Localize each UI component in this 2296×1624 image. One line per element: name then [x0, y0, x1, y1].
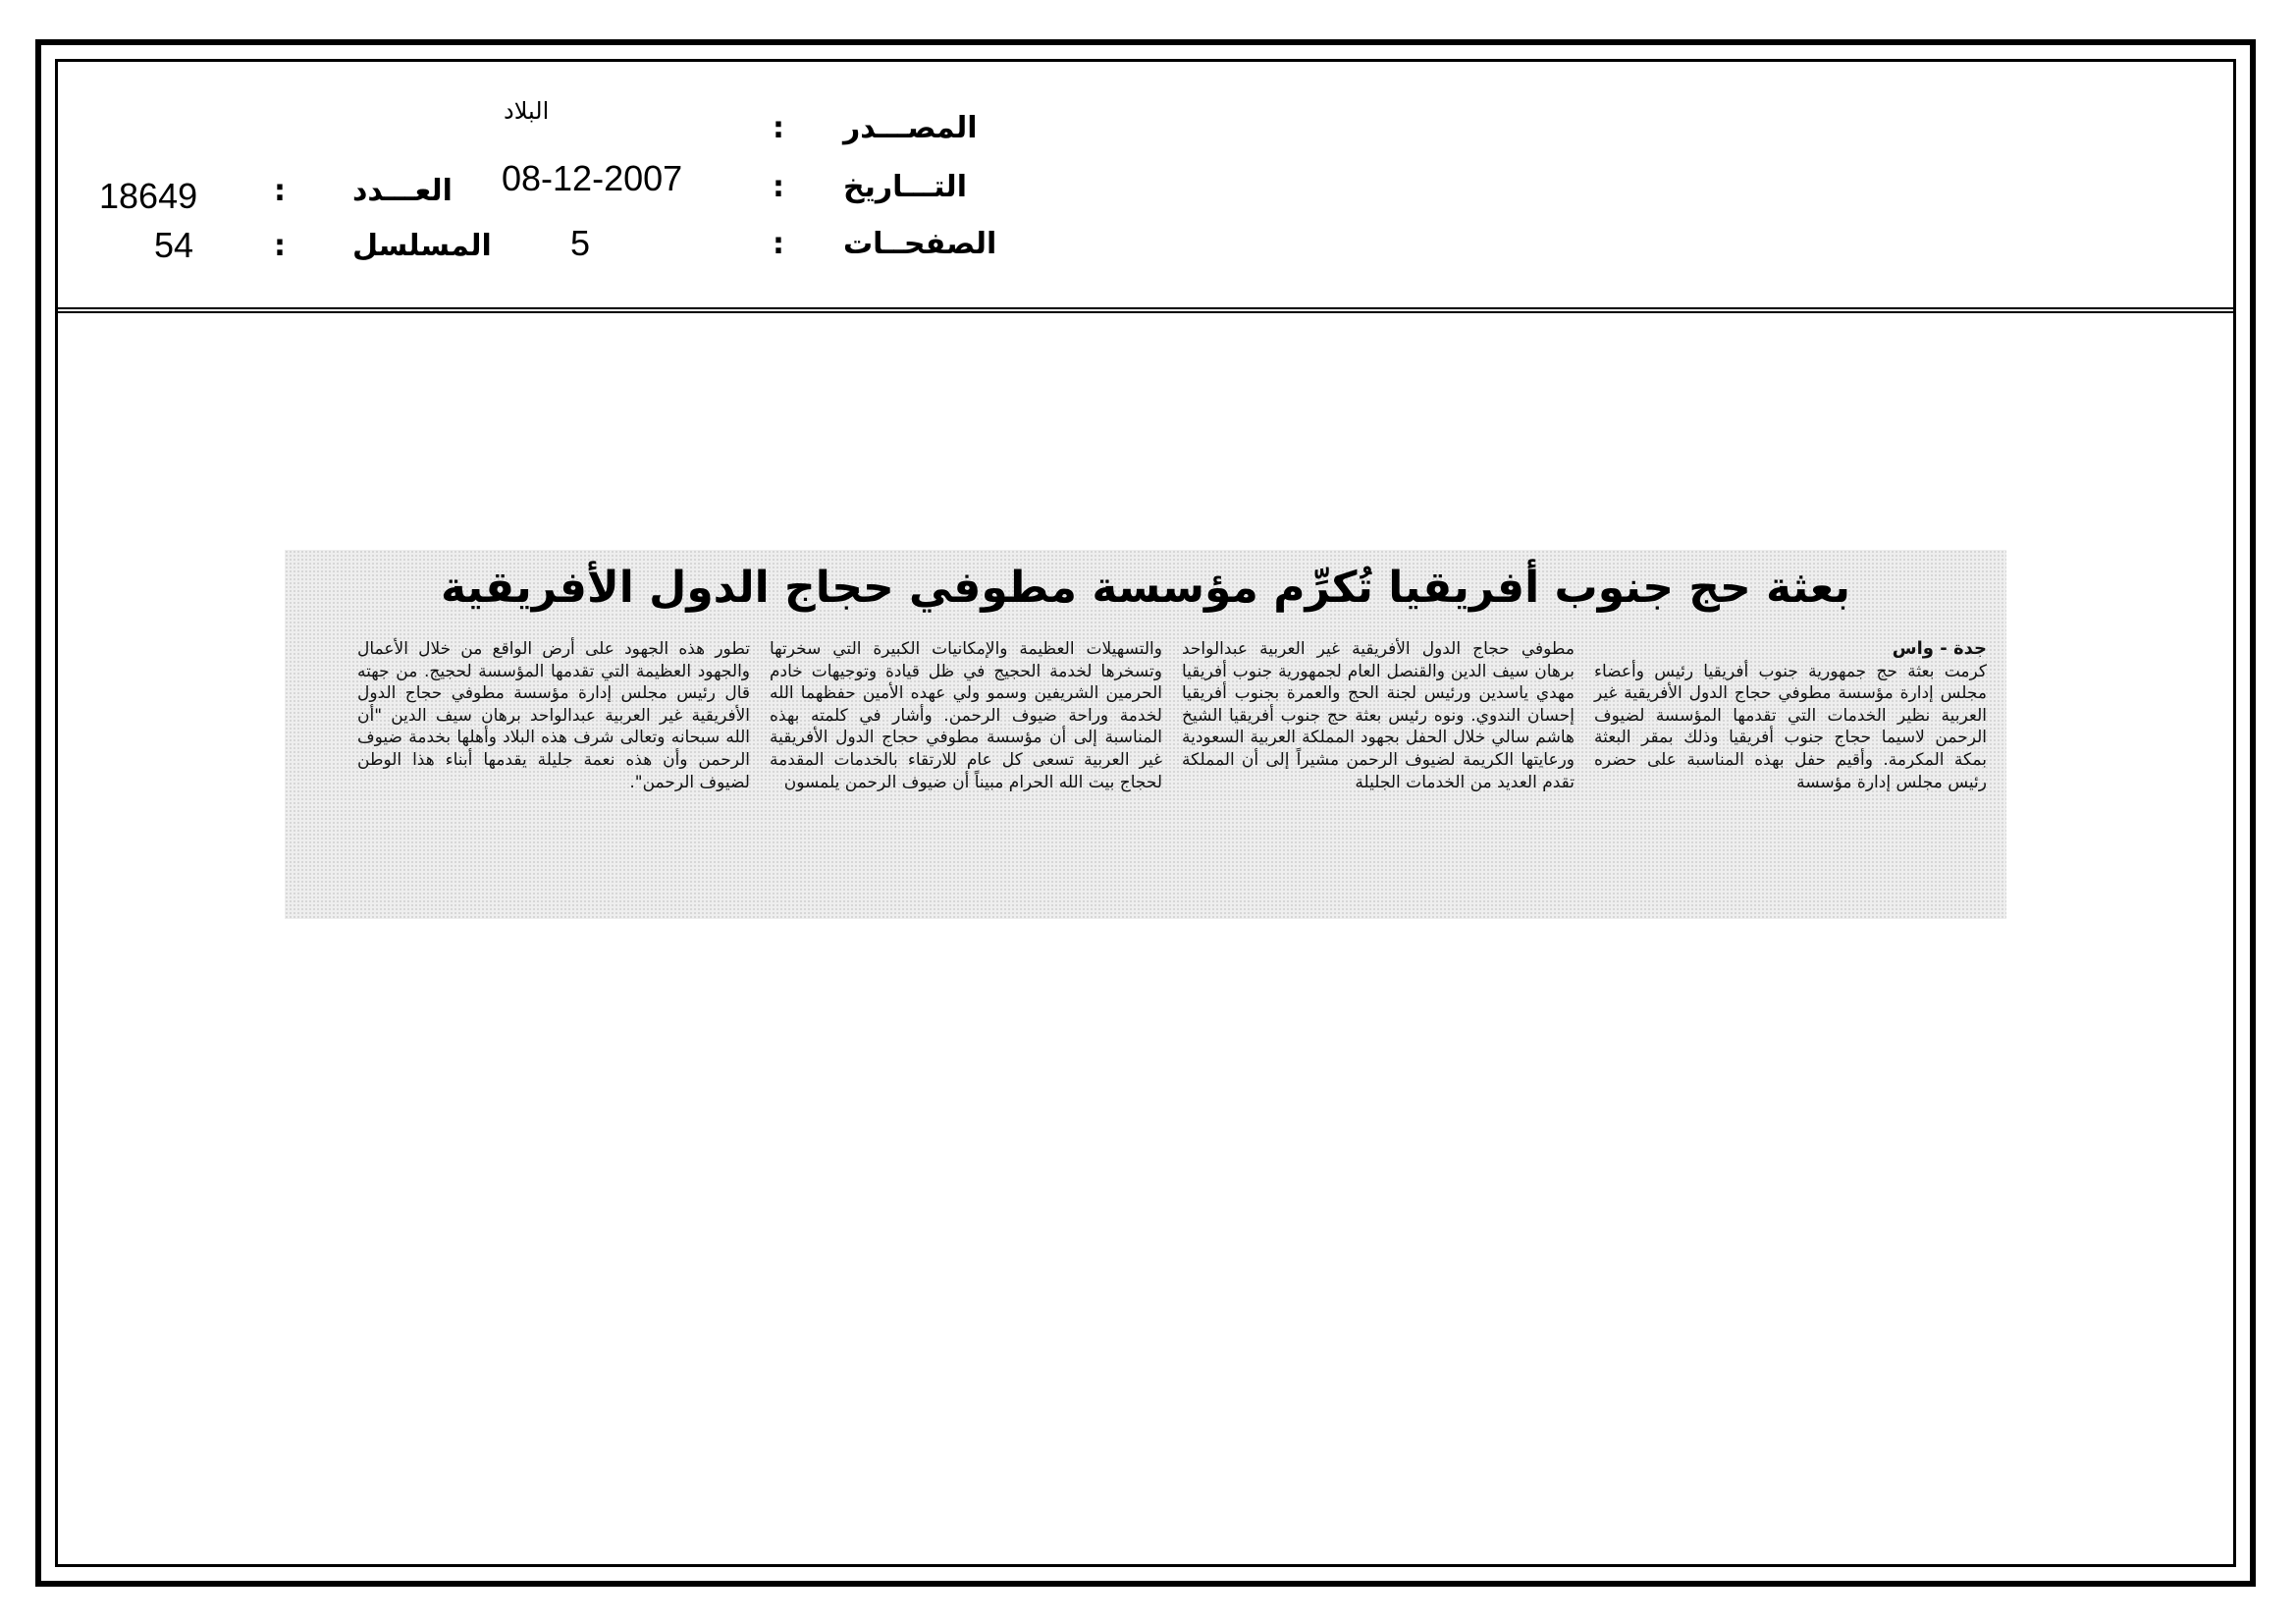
pages-label: الصفحــات [843, 227, 997, 261]
date-label: التـــاريخ [843, 170, 967, 204]
article-dateline: جدة - واس [1892, 638, 1987, 659]
article-column-2-text: مطوفي حجاج الدول الأفريقية غير العربية عبدالواحد برهان سيف الدين والقنصل العام لجمهورية جنوب أفريقيا مهدي ياسدين ورئيس لجنة الحج والعمرة بجنوب أفريقيا إحسان الندوي. ونوه رئيس بعثة حج جنوب أفريقيا الشيخ هاشم سالي خلال الحفل بجهود المملكة العربية السعودية ورعايتها الكريمة لضيوف الرحمن مشيراً إلى أن المملكة تقدم العديد من الخدمات الجليلة [1182, 639, 1575, 792]
source-label: المصـــدر [843, 111, 978, 145]
article-column-2 [1182, 638, 1575, 793]
serial-value: 54 [154, 225, 194, 265]
article-column-1 [1594, 638, 1987, 793]
source-value: البلاد [504, 97, 550, 125]
article-column-3 [770, 638, 1162, 793]
pages-colon: : [773, 227, 784, 261]
article-headline: بعثة حج جنوب أفريقيا تُكرِّم مؤسسة مطوفي حجاج الدول الأفريقية [440, 563, 1851, 613]
article-column-3-text: والتسهيلات العظيمة والإمكانيات الكبيرة التي سخرتها وتسخرها لخدمة الحجيج في ظل قيادة وتوجيهات خادم الحرمين الشريفين وسمو ولي عهده الأمين حفظهما الله لخدمة وراحة ضيوف الرحمن. وأشار في كلمته بهذه المناسبة إلى أن مؤسسة مطوفي حجاج الدول الأفريقية غير العربية تسعى كل عام للارتقاء بالخدمات المقدمة لحجاج بيت الله الحرام مبيناً أن ضيوف الرحمن يلمسون [770, 639, 1162, 792]
newspaper-clipping [285, 550, 2006, 919]
article-column-4-text: تطور هذه الجهود على أرض الواقع من خلال الأعمال والجهود العظيمة التي تقدمها المؤسسة لحجيج. من جهته قال رئيس مجلس إدارة مؤسسة مطوفي حجاج الدول الأفريقية غير العربية عبدالواحد برهان سيف الدين "أن الله سبحانه وتعالى شرف هذه البلاد وأهلها بخدمة ضيوف الرحمن وأن هذه نعمة جليلة يقدمها أبناء هذا الوطن لضيوف الرحمن". [357, 639, 750, 792]
article-column-1-text: كرمت بعثة حج جمهورية جنوب أفريقيا رئيس وأعضاء مجلس إدارة مؤسسة مطوفي حجاج الدول الأفريقية غير العربية نظير الخدمات التي تقدمها المؤسسة لضيوف الرحمن لاسيما حجاج جنوب أفريقيا وذلك بمقر البعثة بمكة المكرمة. وأقيم حفل بهذه المناسبة على حضره رئيس مجلس إدارة مؤسسة [1594, 661, 1987, 792]
article-column-4 [357, 638, 750, 793]
clipping-info-header [58, 62, 2233, 313]
issue-value: 18649 [99, 176, 198, 216]
serial-colon: : [274, 229, 286, 263]
source-colon: : [773, 111, 784, 145]
date-value: 08-12-2007 [502, 158, 683, 198]
pages-value: 5 [570, 223, 591, 263]
issue-label: العـــدد [352, 174, 453, 208]
issue-colon: : [274, 174, 286, 208]
serial-label: المسلسل [352, 229, 492, 263]
date-colon: : [773, 170, 784, 204]
